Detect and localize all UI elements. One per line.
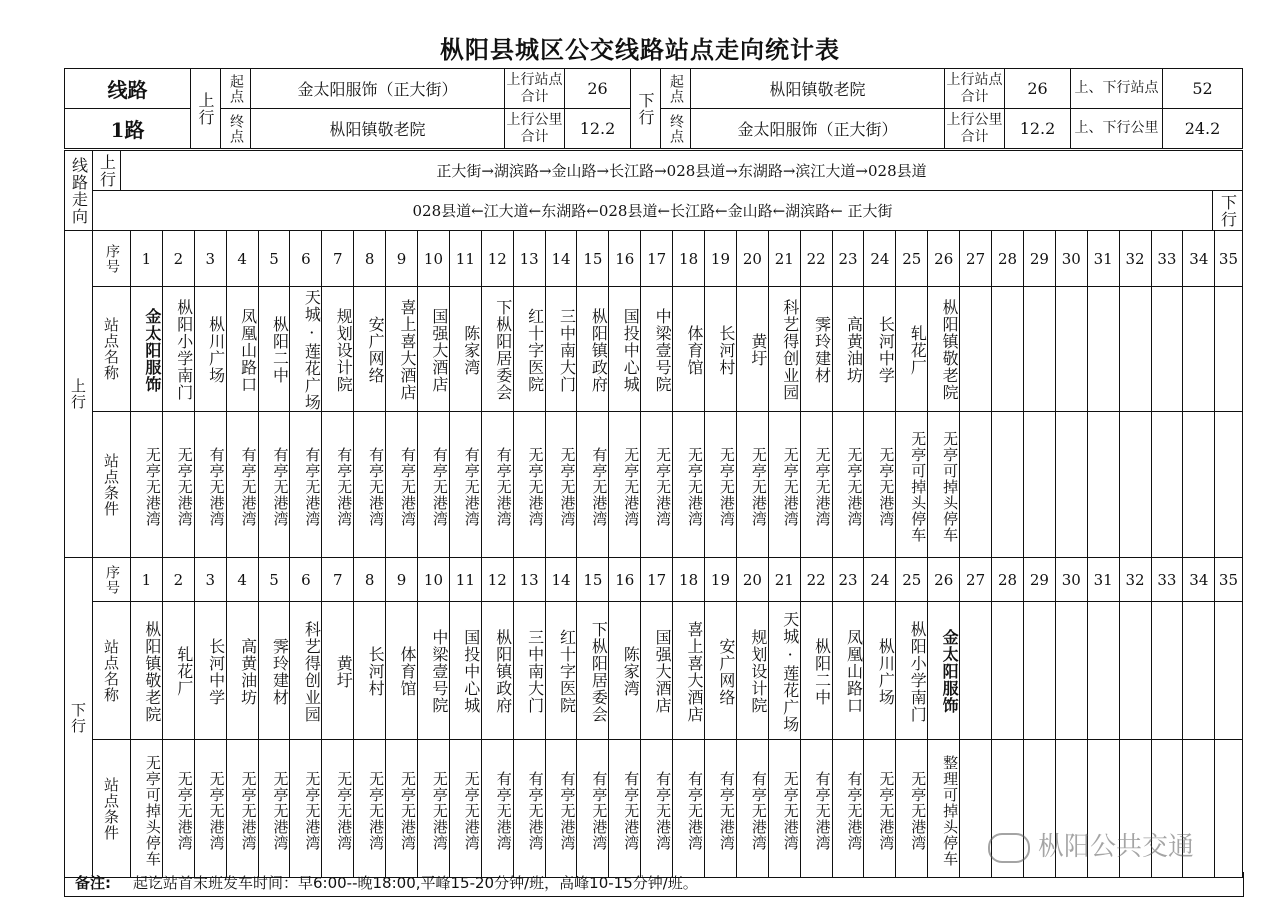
up-station-name: 霁玲建材 [800, 287, 832, 412]
up-seq-number: 3 [194, 231, 226, 287]
down-station-condition: 无亭无港湾 [864, 740, 896, 878]
up-station-name [1023, 287, 1055, 412]
up-station-name [1119, 287, 1151, 412]
down-seq-number: 12 [481, 558, 513, 602]
up-start-value: 金太阳服饰（正大街） [251, 69, 505, 109]
wechat-icon [988, 833, 1030, 863]
up-seq-number: 2 [162, 231, 194, 287]
up-station-name: 枞阳镇敬老院 [928, 287, 960, 412]
up-km-value: 12.2 [565, 109, 631, 149]
down-start-label: 起点 [661, 69, 691, 109]
down-station-condition: 有亭无港湾 [513, 740, 545, 878]
up-station-condition [992, 412, 1024, 558]
down-station-name: 国强大酒店 [641, 602, 673, 740]
total-stops-label: 上、下行站点 [1071, 69, 1163, 109]
up-station-condition: 无亭无港湾 [768, 412, 800, 558]
down-station-name [1087, 602, 1119, 740]
down-seq-number: 34 [1183, 558, 1215, 602]
down-seq-number: 16 [609, 558, 641, 602]
up-station-name: 体育馆 [673, 287, 705, 412]
down-seq-number: 20 [736, 558, 768, 602]
down-station-condition: 无亭无港湾 [354, 740, 386, 878]
down-station-name: 枞阳二中 [800, 602, 832, 740]
up-station-name: 枞川广场 [194, 287, 226, 412]
down-seq-number: 32 [1119, 558, 1151, 602]
down-station-condition: 无亭无港湾 [290, 740, 322, 878]
down-end-value: 金太阳服饰（正大街） [691, 109, 945, 149]
down-station-name: 枞阳镇政府 [481, 602, 513, 740]
down-station-name: 安广网络 [705, 602, 737, 740]
down-station-name: 下枞阳居委会 [577, 602, 609, 740]
up-station-name: 规划设计院 [322, 287, 354, 412]
down-station-condition: 有亭无港湾 [736, 740, 768, 878]
up-station-name: 安广网络 [354, 287, 386, 412]
up-station-condition: 有亭无港湾 [449, 412, 481, 558]
down-seq-number: 30 [1055, 558, 1087, 602]
down-station-condition: 有亭无港湾 [800, 740, 832, 878]
up-seq-number: 15 [577, 231, 609, 287]
down-station-name: 轧花厂 [162, 602, 194, 740]
down-seq-number: 25 [896, 558, 928, 602]
down-station-condition: 无亭无港湾 [162, 740, 194, 878]
up-station-name: 枞阳小学南门 [162, 287, 194, 412]
up-seq-number: 27 [960, 231, 992, 287]
down-station-name: 凤凰山路口 [832, 602, 864, 740]
down-seq-number: 11 [449, 558, 481, 602]
up-seq-number: 11 [449, 231, 481, 287]
up-station-condition [1087, 412, 1119, 558]
down-seq-number: 1 [131, 558, 163, 602]
down-station-name [1183, 602, 1215, 740]
down-seq-number: 24 [864, 558, 896, 602]
route-direction-table [64, 150, 1243, 231]
route-value: 1路 [65, 109, 191, 149]
up-station-name: 下枞阳居委会 [481, 287, 513, 412]
down-station-condition: 无亭无港湾 [896, 740, 928, 878]
up-seq-number: 14 [545, 231, 577, 287]
up-station-name [1215, 287, 1242, 412]
down-seq-number: 27 [960, 558, 992, 602]
up-station-name [1183, 287, 1215, 412]
down-station-condition: 整理可掉头停车 [928, 740, 960, 878]
up-km-label: 上行公里合计 [505, 109, 565, 149]
up-seq-number: 9 [386, 231, 418, 287]
up-seq-number: 13 [513, 231, 545, 287]
up-station-name: 陈家湾 [449, 287, 481, 412]
up-station-condition: 无亭无港湾 [705, 412, 737, 558]
remarks-text: 起讫站首末班发车时间：早6:00--晚18:00,平峰15-20分钟/班，高峰10-15分钟/班。 [133, 874, 698, 892]
total-stops-value: 52 [1163, 69, 1243, 109]
up-seq-number: 7 [322, 231, 354, 287]
down-station-name [1023, 602, 1055, 740]
direction-down-route: 028县道←江大道←东湖路←028县道←长江路←金山路←湖滨路← 正大街 [93, 191, 1213, 231]
up-station-condition: 有亭无港湾 [577, 412, 609, 558]
down-start-value: 枞阳镇敬老院 [691, 69, 945, 109]
watermark-text: 枞阳公共交通 [1038, 832, 1195, 862]
down-seq-number: 22 [800, 558, 832, 602]
up-station-condition: 有亭无港湾 [354, 412, 386, 558]
up-station-name [1087, 287, 1119, 412]
down-station-condition: 无亭无港湾 [386, 740, 418, 878]
up-seq-number: 8 [354, 231, 386, 287]
watermark [988, 826, 1194, 863]
down-seq-number: 21 [768, 558, 800, 602]
up-station-name: 金太阳服饰 [131, 287, 163, 412]
down-station-condition: 有亭无港湾 [481, 740, 513, 878]
down-seq-number: 19 [705, 558, 737, 602]
down-km-label: 上行公里合计 [945, 109, 1005, 149]
down-seq-number: 28 [992, 558, 1024, 602]
direction-down-label: 下行 [1213, 191, 1243, 231]
down-seq-number: 6 [290, 558, 322, 602]
down-station-name [960, 602, 992, 740]
direction-up-label: 上行 [93, 151, 121, 191]
down-seq-number: 13 [513, 558, 545, 602]
up-station-condition [1151, 412, 1183, 558]
down-station-condition: 有亭无港湾 [705, 740, 737, 878]
down-station-name [1055, 602, 1087, 740]
route-label: 线路 [65, 69, 191, 109]
up-seq-number: 19 [705, 231, 737, 287]
down-seq-number: 33 [1151, 558, 1183, 602]
down-seq-number: 7 [322, 558, 354, 602]
up-seq-number: 24 [864, 231, 896, 287]
down-name-label: 站点名称 [93, 602, 131, 740]
up-station-condition: 无亭无港湾 [513, 412, 545, 558]
down-station-name: 红十字医院 [545, 602, 577, 740]
down-station-condition [960, 740, 992, 878]
down-seq-number: 3 [194, 558, 226, 602]
up-station-condition: 有亭无港湾 [194, 412, 226, 558]
total-km-label: 上、下行公里 [1071, 109, 1163, 149]
up-station-name: 黄圩 [736, 287, 768, 412]
up-station-condition [1183, 412, 1215, 558]
down-station-condition: 无亭无港湾 [449, 740, 481, 878]
up-seq-number: 35 [1215, 231, 1242, 287]
up-seq-number: 6 [290, 231, 322, 287]
remarks-label: 备注: [75, 874, 111, 892]
up-seq-number: 30 [1055, 231, 1087, 287]
up-seq-number: 16 [609, 231, 641, 287]
up-cond-label: 站点条件 [93, 412, 131, 558]
route-header-table [64, 68, 1243, 149]
down-seq-number: 9 [386, 558, 418, 602]
up-station-condition: 无亭无港湾 [131, 412, 163, 558]
up-station-condition: 无亭无港湾 [864, 412, 896, 558]
total-km-value: 24.2 [1163, 109, 1243, 149]
up-station-name: 长河中学 [864, 287, 896, 412]
down-seq-number: 8 [354, 558, 386, 602]
up-station-condition [1215, 412, 1242, 558]
up-seq-number: 20 [736, 231, 768, 287]
down-station-name: 中梁壹号院 [418, 602, 450, 740]
down-station-condition: 无亭无港湾 [194, 740, 226, 878]
up-station-condition: 无亭无港湾 [545, 412, 577, 558]
down-stops-value: 26 [1005, 69, 1071, 109]
up-station-condition: 有亭无港湾 [418, 412, 450, 558]
down-stops-label: 上行站点合计 [945, 69, 1005, 109]
up-seq-number: 12 [481, 231, 513, 287]
up-section-label: 上行 [65, 231, 93, 558]
down-seq-number: 31 [1087, 558, 1119, 602]
up-station-condition [1055, 412, 1087, 558]
down-station-condition: 无亭无港湾 [322, 740, 354, 878]
down-station-name [1215, 602, 1242, 740]
up-seq-label: 序号 [93, 231, 131, 287]
up-seq-number: 28 [992, 231, 1024, 287]
up-station-condition: 无亭无港湾 [609, 412, 641, 558]
up-station-condition: 有亭无港湾 [258, 412, 290, 558]
down-station-name: 枞阳镇敬老院 [131, 602, 163, 740]
up-seq-number: 23 [832, 231, 864, 287]
up-seq-number: 5 [258, 231, 290, 287]
down-station-condition: 无亭无港湾 [768, 740, 800, 878]
down-station-condition: 无亭无港湾 [258, 740, 290, 878]
down-station-condition: 有亭无港湾 [641, 740, 673, 878]
up-station-condition: 无亭可掉头停车 [896, 412, 928, 558]
down-station-condition: 有亭无港湾 [673, 740, 705, 878]
up-station-condition: 有亭无港湾 [290, 412, 322, 558]
up-station-name [992, 287, 1024, 412]
up-station-name [1055, 287, 1087, 412]
up-station-condition: 无亭无港湾 [641, 412, 673, 558]
up-seq-number: 25 [896, 231, 928, 287]
down-station-condition: 无亭无港湾 [226, 740, 258, 878]
down-station-name: 金太阳服饰 [928, 602, 960, 740]
down-seq-number: 29 [1023, 558, 1055, 602]
down-station-condition: 有亭无港湾 [545, 740, 577, 878]
up-station-condition: 有亭无港湾 [386, 412, 418, 558]
down-station-name: 长河中学 [194, 602, 226, 740]
up-station-name: 科艺得创业园 [768, 287, 800, 412]
down-seq-number: 26 [928, 558, 960, 602]
up-seq-number: 31 [1087, 231, 1119, 287]
down-station-name: 国投中心城 [449, 602, 481, 740]
up-seq-number: 18 [673, 231, 705, 287]
up-station-name: 枞阳镇政府 [577, 287, 609, 412]
down-seq-number: 15 [577, 558, 609, 602]
down-station-name: 长河村 [354, 602, 386, 740]
down-station-name: 高黄油坊 [226, 602, 258, 740]
up-station-condition: 无亭无港湾 [736, 412, 768, 558]
up-end-value: 枞阳镇敬老院 [251, 109, 505, 149]
up-station-name: 国强大酒店 [418, 287, 450, 412]
up-station-condition: 无亭无港湾 [673, 412, 705, 558]
up-seq-number: 4 [226, 231, 258, 287]
up-station-name [960, 287, 992, 412]
up-start-label: 起点 [221, 69, 251, 109]
up-seq-number: 32 [1119, 231, 1151, 287]
remarks-row [64, 872, 1244, 897]
up-seq-number: 10 [418, 231, 450, 287]
up-seq-number: 22 [800, 231, 832, 287]
up-station-condition: 有亭无港湾 [322, 412, 354, 558]
down-seq-number: 23 [832, 558, 864, 602]
down-seq-number: 10 [418, 558, 450, 602]
down-section-label: 下行 [65, 558, 93, 878]
down-label: 下行 [631, 69, 661, 149]
up-station-condition: 无亭无港湾 [832, 412, 864, 558]
direction-label: 线路走向 [65, 151, 93, 231]
up-station-name: 长河村 [705, 287, 737, 412]
down-seq-number: 4 [226, 558, 258, 602]
up-stops-value: 26 [565, 69, 631, 109]
down-station-condition: 无亭可掉头停车 [131, 740, 163, 878]
down-station-condition: 有亭无港湾 [832, 740, 864, 878]
down-station-condition: 有亭无港湾 [577, 740, 609, 878]
up-station-condition [1023, 412, 1055, 558]
down-station-condition [1215, 740, 1242, 878]
page-title: 枞阳县城区公交线路站点走向统计表 [440, 36, 840, 64]
down-km-value: 12.2 [1005, 109, 1071, 149]
up-station-condition: 有亭无港湾 [226, 412, 258, 558]
up-station-condition [960, 412, 992, 558]
down-station-name: 枞川广场 [864, 602, 896, 740]
direction-up-route: 正大街→湖滨路→金山路→长江路→028县道→东湖路→滨江大道→028县道 [121, 151, 1243, 191]
up-station-name: 天城·莲花广场 [290, 287, 322, 412]
up-station-condition: 无亭可掉头停车 [928, 412, 960, 558]
up-seq-number: 26 [928, 231, 960, 287]
up-seq-number: 17 [641, 231, 673, 287]
up-station-name: 三中南大门 [545, 287, 577, 412]
up-seq-number: 34 [1183, 231, 1215, 287]
up-station-name: 国投中心城 [609, 287, 641, 412]
down-station-condition: 有亭无港湾 [609, 740, 641, 878]
up-station-condition [1119, 412, 1151, 558]
down-seq-number: 17 [641, 558, 673, 602]
up-stops-label: 上行站点合计 [505, 69, 565, 109]
stations-table [64, 230, 1243, 878]
down-station-name: 陈家湾 [609, 602, 641, 740]
down-station-name [992, 602, 1024, 740]
up-station-name: 高黄油坊 [832, 287, 864, 412]
down-station-name: 天城·莲花广场 [768, 602, 800, 740]
down-seq-number: 5 [258, 558, 290, 602]
up-station-name: 枞阳二中 [258, 287, 290, 412]
up-name-label: 站点名称 [93, 287, 131, 412]
down-seq-number: 2 [162, 558, 194, 602]
down-seq-number: 14 [545, 558, 577, 602]
up-seq-number: 1 [131, 231, 163, 287]
down-station-name [1119, 602, 1151, 740]
up-label: 上行 [191, 69, 221, 149]
down-station-name: 霁玲建材 [258, 602, 290, 740]
down-seq-label: 序号 [93, 558, 131, 602]
up-station-name: 喜上喜大酒店 [386, 287, 418, 412]
down-cond-label: 站点条件 [93, 740, 131, 878]
down-station-name: 规划设计院 [736, 602, 768, 740]
down-station-name: 科艺得创业园 [290, 602, 322, 740]
down-station-name: 喜上喜大酒店 [673, 602, 705, 740]
up-station-condition: 有亭无港湾 [481, 412, 513, 558]
up-end-label: 终点 [221, 109, 251, 149]
up-station-name: 凤凰山路口 [226, 287, 258, 412]
up-station-name: 红十字医院 [513, 287, 545, 412]
up-seq-number: 21 [768, 231, 800, 287]
down-station-name: 枞阳小学南门 [896, 602, 928, 740]
down-seq-number: 35 [1215, 558, 1242, 602]
up-seq-number: 29 [1023, 231, 1055, 287]
down-station-name [1151, 602, 1183, 740]
up-station-name: 中梁壹号院 [641, 287, 673, 412]
down-station-name: 黄圩 [322, 602, 354, 740]
down-station-condition: 无亭无港湾 [418, 740, 450, 878]
up-station-condition: 无亭无港湾 [162, 412, 194, 558]
up-station-condition: 无亭无港湾 [800, 412, 832, 558]
up-station-name [1151, 287, 1183, 412]
down-station-name: 体育馆 [386, 602, 418, 740]
up-seq-number: 33 [1151, 231, 1183, 287]
down-station-name: 三中南大门 [513, 602, 545, 740]
down-end-label: 终点 [661, 109, 691, 149]
up-station-name: 轧花厂 [896, 287, 928, 412]
down-seq-number: 18 [673, 558, 705, 602]
